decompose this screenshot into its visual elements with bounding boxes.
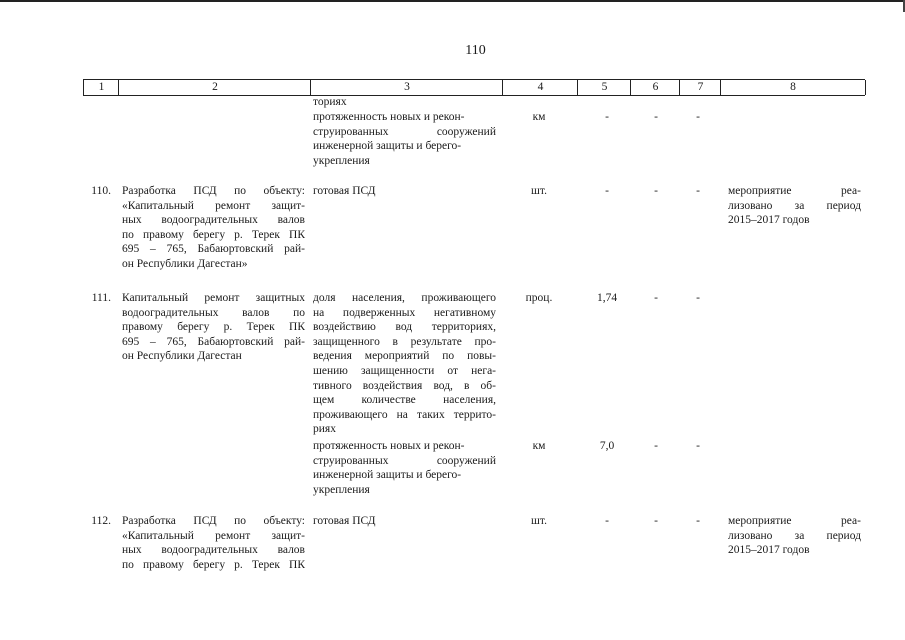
text-line: инженерной защиты и берего- <box>313 140 462 153</box>
row-110-indicator: готовая ПСД <box>313 185 376 197</box>
text-line: 695 – 765, Бабаюртовский рай- <box>122 335 305 348</box>
text-line: проживающего на таких террито- <box>313 408 496 421</box>
row-110-col7: - <box>696 185 700 197</box>
text-line: струированных сооружений <box>313 454 496 467</box>
text-line: укрепления <box>313 154 370 167</box>
text-line: протяженность новых и рекон- <box>313 440 465 452</box>
text-line: правому берегу р. Терек ПК <box>122 321 305 334</box>
text-line: доля населения, проживающего <box>313 292 496 304</box>
text-line: Разработка ПСД по объекту: <box>122 185 305 197</box>
text-line: риях <box>313 423 336 436</box>
row-110-number: 110. <box>91 185 111 197</box>
text-line: ных водооградительных валов <box>122 544 305 557</box>
column-header-7: 7 <box>679 80 721 95</box>
row-112-name <box>122 514 305 572</box>
text-line: «Капитальный ремонт защит- <box>122 529 305 542</box>
continuation-col6: - <box>654 111 658 123</box>
text-line: 695 – 765, Бабаюртовский рай- <box>122 243 305 256</box>
text-line: по правому берегу р. Терек ПК <box>122 228 305 241</box>
continuation-unit-2: км <box>532 111 546 123</box>
row-112-unit: шт. <box>531 515 547 527</box>
column-header-3: 3 <box>310 80 503 95</box>
text-line: тивного воздействия вод, в об- <box>313 379 496 392</box>
row-111-unit-1: проц. <box>525 292 553 304</box>
row-110-col6: - <box>654 185 658 197</box>
row-112-col6: - <box>654 515 658 527</box>
text-line: по правому берегу р. Терек ПК <box>122 558 305 571</box>
page-number: 110 <box>465 43 486 58</box>
row-111-indicator-2 <box>313 439 496 497</box>
text-line: он Республики Дагестан <box>122 350 242 363</box>
row-111-col5-1: 1,74 <box>596 292 618 304</box>
text-line: лизовано за период <box>728 529 861 542</box>
text-line: ведения мероприятий по повы- <box>313 350 496 363</box>
row-112-col5: - <box>605 515 609 527</box>
text-line: 2015–2017 годов <box>728 544 810 557</box>
row-112-note <box>728 514 861 558</box>
row-111-col7-1: - <box>696 292 700 304</box>
continuation-indicator-2 <box>313 110 496 168</box>
text-line: водооградительных валов по <box>122 306 305 319</box>
text-line: шению защищенности от нега- <box>313 364 496 377</box>
row-111-indicator-1 <box>313 291 496 437</box>
text-line: воздействию вод территориях, <box>313 321 496 334</box>
text-line: струированных сооружений <box>313 125 496 138</box>
column-header-2: 2 <box>118 80 311 95</box>
text-line: «Капитальный ремонт защит- <box>122 199 305 212</box>
scan-edge-top <box>0 0 905 2</box>
row-111-unit-2: км <box>532 440 546 452</box>
column-header-4: 4 <box>502 80 578 95</box>
text-line: ных водооградительных валов <box>122 214 305 227</box>
text-line: Разработка ПСД по объекту: <box>122 515 305 527</box>
text-line: 2015–2017 годов <box>728 214 810 227</box>
row-111-col7-2: - <box>696 440 700 452</box>
column-header-1: 1 <box>83 80 119 95</box>
row-111-number: 111. <box>91 292 111 304</box>
row-112-col7: - <box>696 515 700 527</box>
row-112-number: 112. <box>91 515 111 527</box>
continuation-col7: - <box>696 111 700 123</box>
text-line: лизовано за период <box>728 199 861 212</box>
row-110-name <box>122 184 305 272</box>
text-line: на подверженных негативному <box>313 306 496 319</box>
text-line: щем количестве населения, <box>313 394 496 407</box>
column-header-6: 6 <box>630 80 680 95</box>
row-111-name <box>122 291 305 364</box>
text-line: защищенного в результате про- <box>313 335 496 348</box>
row-110-unit: шт. <box>531 185 547 197</box>
column-header-8: 8 <box>720 80 866 95</box>
row-112-indicator: готовая ПСД <box>313 515 376 527</box>
row-110-note <box>728 184 861 228</box>
continuation-col5: - <box>605 111 609 123</box>
column-header-5: 5 <box>577 80 631 95</box>
row-111-col6-1: - <box>654 292 658 304</box>
text-line: мероприятие реа- <box>728 185 861 197</box>
row-111-col5-2: 7,0 <box>599 440 615 452</box>
text-line: укрепления <box>313 483 370 496</box>
continuation-indicator-tail: ториях <box>313 96 347 108</box>
text-line: Капитальный ремонт защитных <box>122 292 305 304</box>
text-line: протяженность новых и рекон- <box>313 111 465 123</box>
text-line: мероприятие реа- <box>728 515 861 527</box>
text-line: инженерной защиты и берего- <box>313 469 462 482</box>
text-line: он Республики Дагестан» <box>122 257 248 270</box>
row-111-col6-2: - <box>654 440 658 452</box>
row-110-col5: - <box>605 185 609 197</box>
column-header-row <box>83 79 865 96</box>
